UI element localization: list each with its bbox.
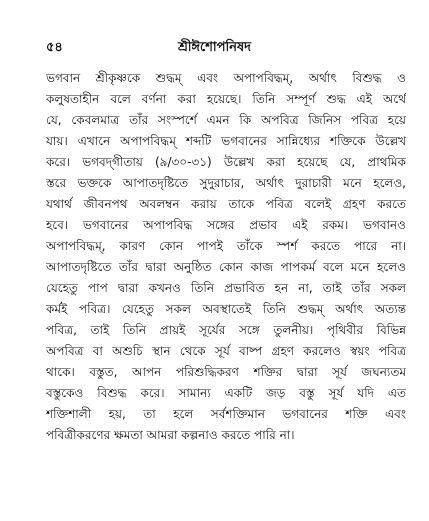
body-paragraph	[46, 68, 406, 446]
text-line: ভগবান শ্রীকৃষ্ণকে শুদ্ধম্‌ এবং অপাপবিদ্ধম্‌, অর্থাৎ বিশুদ্ধ ও	[46, 71, 406, 85]
running-title: শ্রীঈশোপনিষদ	[178, 40, 251, 55]
text-line: পবিত্রীকরণের ক্ষমতা আমরা কল্পনাও করতে পারি না।	[46, 428, 295, 442]
text-line: যথার্থ জীবনপথ অবলম্বন করায় তাকে পবিত্র বলেই গ্রহণ করতে	[46, 197, 406, 211]
text-line: যেহেতু পাপ দ্বারা কখনও তিনি প্রভাবিত হন না, তাই তাঁর সকল	[46, 281, 406, 295]
text-line: কলুষতাহীন বলে বর্ণনা করা হয়েছে। তিনি সম্পূর্ণ শুদ্ধ এই অর্থে	[46, 92, 406, 106]
page-number: ৫৪	[46, 40, 63, 55]
text-line: হবে। ভগবানের অপাপবিদ্ধ সঙ্গের প্রভাব এই রকম। ভগবানও	[46, 218, 406, 232]
text-line: পবিত্র, তাই তিনি প্রায়ই সূর্যের সঙ্গে তুলনীয়। পৃথিবীর বিভিন্ন	[46, 323, 406, 337]
text-line: করে। ভগবদ্‌গীতায় (৯/৩০-৩১) উল্লেখ করা হয়েছে যে, প্রাথমিক	[46, 155, 406, 169]
text-line: থাকে। বস্তুত, আপন পরিশুদ্ধিকরণ শক্তির দ্বারা সূর্য জঘন্যতম	[46, 365, 406, 379]
text-line: শক্তিশালী হয়, তা হলে সর্বশক্তিমান ভগবানের শক্তি এবং	[46, 407, 406, 421]
page-header	[0, 38, 429, 58]
text-line: যায়। এখানে অপাপবিদ্ধম্‌ শব্দটি ভগবানের সান্নিধ্যের শক্তিকে উল্লেখ	[46, 134, 406, 148]
text-line: অপাপবিদ্ধম্‌, কারণ কোন পাপই তাঁকে স্পর্শ করতে পারে না।	[46, 239, 406, 253]
text-line: যে, কেবলমাত্র তাঁর সংস্পর্শে এমন কি অপবিত্র জিনিস পবিত্র হয়ে	[46, 113, 406, 127]
text-line: কর্মই পবিত্র। যেহেতু সকল অবস্থাতেই তিনি শুদ্ধম্‌ অর্থাৎ অত্যন্ত	[46, 302, 406, 316]
text-line: স্তরে ভক্তকে আপাতদৃষ্টিতে সুদুরাচার, অর্থাৎ দুরাচারী মনে হলেও,	[46, 176, 406, 190]
text-line: আপাতদৃষ্টিতে তাঁর দ্বারা অনুষ্ঠিত কোন কাজ পাপকর্ম বলে মনে হলেও	[46, 260, 406, 274]
text-line: অপবিত্র বা অশুচি স্থান থেকে সূর্য বাষ্প গ্রহণ করলেও স্বয়ং পবিত্র	[46, 344, 406, 358]
text-line: বস্তুকেও বিশুদ্ধ করে। সামান্য একটি জড় বস্তু সূর্য যদি এত	[46, 386, 406, 400]
